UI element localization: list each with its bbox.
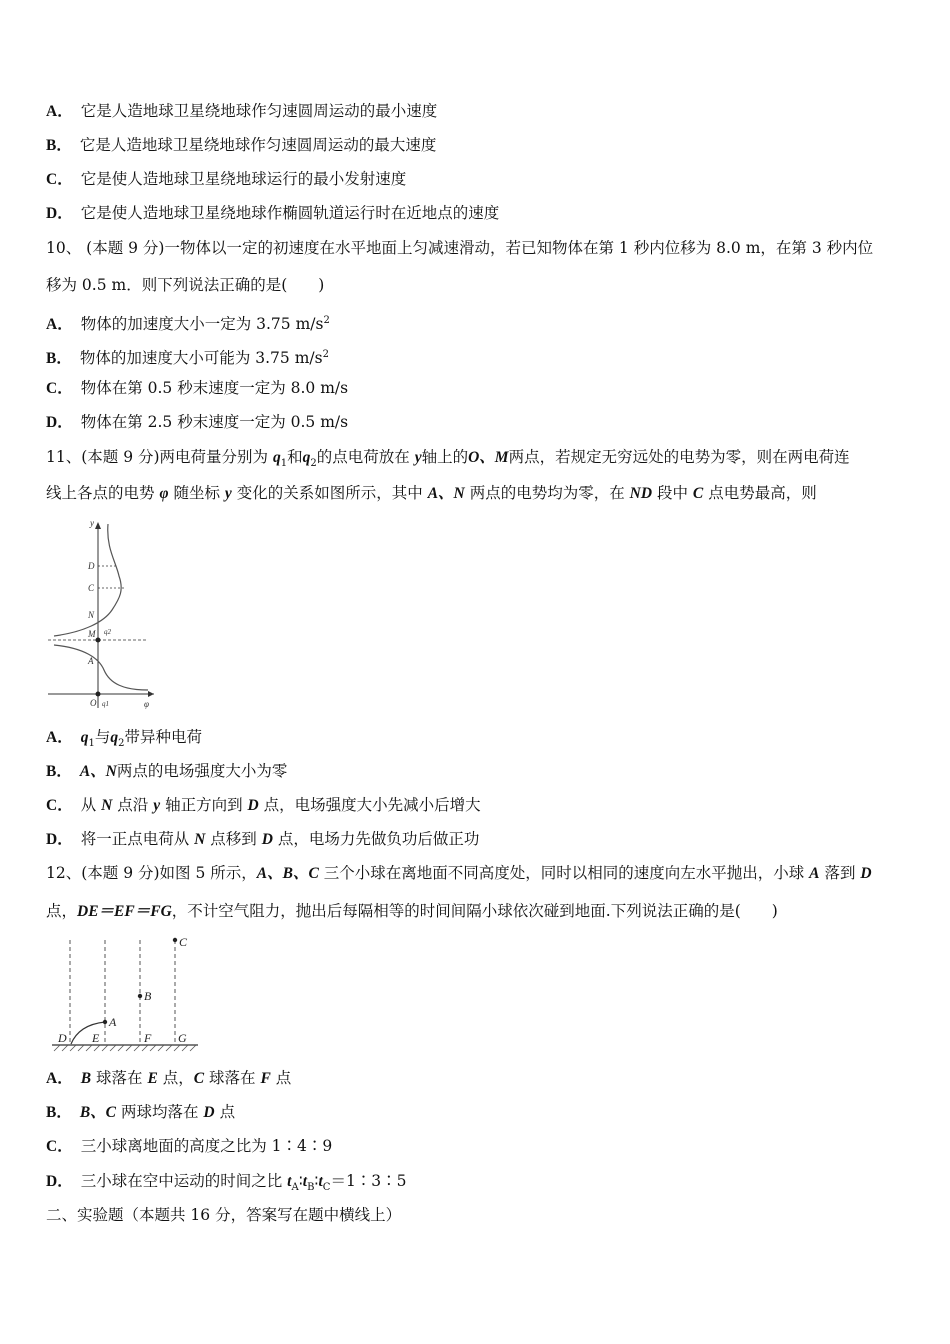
q12-stem-line2: 点，DE＝EF＝FG，不计空气阻力，抛出后每隔相等的时间间隔小球依次碰到地面.下列说法正确的是( ) bbox=[46, 902, 778, 920]
charge-q1-dot bbox=[96, 692, 101, 697]
q9-option-a: A． 它是人造地球卫星绕地球作匀速圆周运动的最小速度 bbox=[46, 102, 438, 120]
q10-option-d: D． 物体在第 2.5 秒末速度一定为 0.5 m/s bbox=[46, 413, 349, 431]
ball-b bbox=[138, 994, 142, 998]
svg-text:G: G bbox=[178, 1031, 187, 1045]
q10-option-a: A． 物体的加速度大小一定为 3.75 $m/s^2$ bbox=[46, 315, 330, 334]
q10-stem-line2: 移为 0.5 m．则下列说法正确的是( ) bbox=[46, 276, 325, 294]
svg-text:y: y bbox=[90, 518, 94, 528]
svg-text:q1: q1 bbox=[102, 700, 109, 708]
q9-option-b: B． 它是人造地球卫星绕地球作匀速圆周运动的最大速度 bbox=[46, 136, 437, 154]
q12-option-a: A． B 球落在 E 点，C 球落在 F 点 bbox=[46, 1069, 292, 1087]
q11-option-a: A． $q_1$与$q_2$带异种电荷 bbox=[46, 728, 202, 750]
svg-text:C: C bbox=[179, 935, 188, 949]
svg-text:M: M bbox=[88, 629, 96, 639]
ball-a bbox=[103, 1020, 107, 1024]
svg-text:F: F bbox=[144, 1031, 152, 1045]
q12-projectile-figure bbox=[46, 932, 206, 1056]
q11-potential-graph bbox=[44, 518, 164, 714]
q12-option-c: C． 三小球离地面的高度之比为 1∶4∶9 bbox=[46, 1137, 333, 1155]
q10-option-c: C． 物体在第 0.5 秒末速度一定为 8.0 m/s bbox=[46, 379, 349, 397]
ball-c bbox=[173, 938, 177, 942]
q12-option-b: B． B、C 两球均落在 D 点 bbox=[46, 1103, 236, 1121]
svg-text:O: O bbox=[90, 698, 97, 708]
q10-stem-line1: 10、 (本题 9 分)一物体以一定的初速度在水平地面上匀减速滑动，若已知物体在第 1 秒内位移为 8.0 m，在第 3 秒内位 bbox=[46, 239, 874, 257]
charge-q2-dot bbox=[96, 638, 101, 643]
svg-text:N: N bbox=[88, 610, 95, 620]
q12-option-d: D． 三小球在空中运动的时间之比 $t_A∶t_B∶t_C=1∶3∶5$ bbox=[46, 1172, 407, 1194]
svg-text:B: B bbox=[144, 989, 152, 1003]
svg-text:D: D bbox=[88, 561, 95, 571]
section-2-heading: 二、实验题（本题共 16 分，答案写在题中横线上） bbox=[46, 1206, 402, 1224]
q10-option-b: B． 物体的加速度大小可能为 3.75 $m/s^2$ bbox=[46, 349, 329, 368]
q12-stem-line1: 12、(本题 9 分)如图 5 所示，A、B、C 三个小球在离地面不同高度处，同时以相同的速度向左水平抛出，小球 A 落到 D bbox=[46, 864, 872, 882]
svg-text:D: D bbox=[58, 1031, 67, 1045]
svg-text:q2: q2 bbox=[104, 628, 111, 636]
svg-text:φ: φ bbox=[144, 699, 149, 709]
q11-option-c: C． 从 N 点沿 y 轴正方向到 D 点，电场强度大小先减小后增大 bbox=[46, 796, 481, 814]
q11-option-d: D． 将一正点电荷从 N 点移到 D 点，电场力先做负功后做正功 bbox=[46, 830, 480, 848]
svg-text:C: C bbox=[88, 583, 95, 593]
q11-stem-line1: 11、(本题 9 分)两电荷量分别为 $q_1$和$q_2$的点电荷放在 y轴上的O、M两点，若规定无穷远处的电势为零，则在两电荷连 bbox=[46, 448, 850, 470]
svg-text:A: A bbox=[88, 656, 94, 666]
q9-option-d: D． 它是使人造地球卫星绕地球作椭圆轨道运行时在近地点的速度 bbox=[46, 204, 500, 222]
q11-option-b: B． A、N两点的电场强度大小为零 bbox=[46, 762, 288, 780]
q9-option-c: C． 它是使人造地球卫星绕地球运行的最小发射速度 bbox=[46, 170, 407, 188]
svg-text:E: E bbox=[92, 1031, 100, 1045]
svg-text:A: A bbox=[109, 1015, 117, 1029]
q11-stem-line2: 线上各点的电势 φ 随坐标 y 变化的关系如图所示，其中 A、N 两点的电势均为零，在 ND 段中 C 点电势最高，则 bbox=[46, 484, 817, 502]
